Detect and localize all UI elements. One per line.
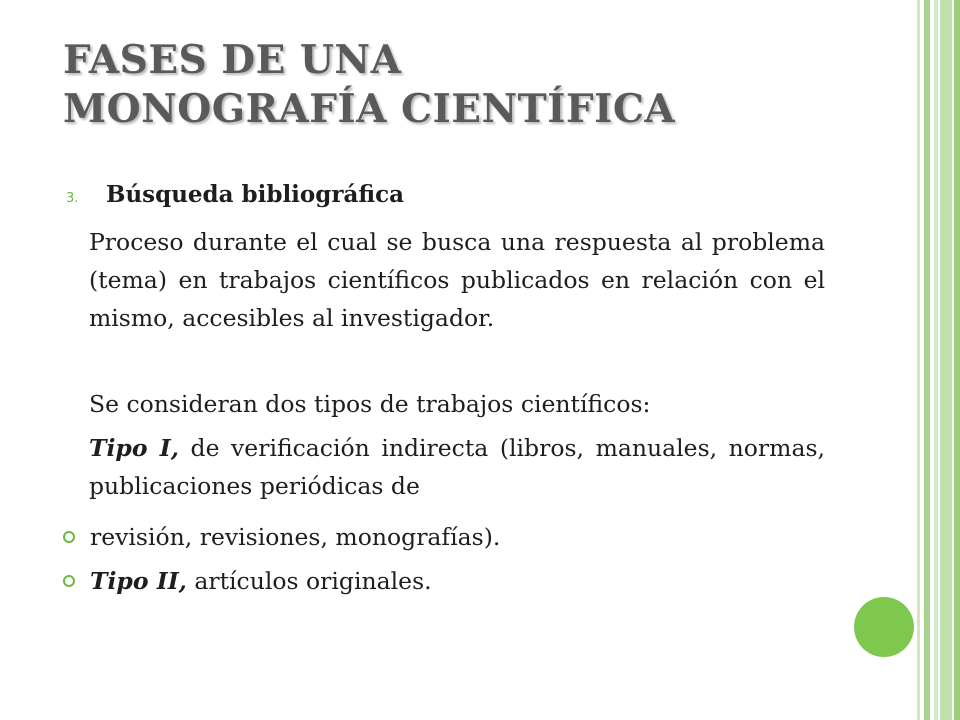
bullet-text: [90, 562, 432, 600]
decorative-stripe: [940, 0, 952, 720]
title-line-1: FASES DE UNA: [63, 37, 402, 83]
bullet-item: [62, 562, 842, 600]
bullet-text: revisión, revisiones, monografías).: [90, 523, 501, 551]
title-line-2: MONOGRAFÍA CIENTÍFICA: [63, 86, 676, 132]
paragraph-types-intro: Se consideran dos tipos de trabajos científicos:: [89, 390, 651, 418]
paragraph-type-1: [89, 429, 825, 505]
paragraph-definition: Proceso durante el cual se busca una respuesta al problema (tema) en trabajos científicos publicados en relación con el mismo, accesibles al investigador.: [89, 228, 825, 332]
type-2-label: Tipo II,: [90, 567, 187, 595]
decorative-stripe: [924, 0, 930, 720]
slide-title: [63, 36, 863, 134]
decorative-stripe: [954, 0, 960, 720]
section-number: 3.: [66, 191, 79, 206]
decorative-stripe: [917, 0, 920, 720]
section-heading: [66, 181, 826, 208]
type-2-text: artículos originales.: [186, 567, 432, 595]
decorative-stripe: [934, 0, 938, 720]
bullet-circle-icon: [63, 575, 75, 587]
bullet-item: [62, 518, 842, 556]
decorative-circle: [854, 597, 914, 657]
section-heading-text: Búsqueda bibliográfica: [106, 181, 404, 208]
type-1-label: Tipo I,: [89, 434, 179, 462]
bullet-circle-icon: [63, 531, 75, 543]
type-1-text: de verificación indirecta (libros, manuales, normas, publicaciones periódicas de: [89, 434, 825, 500]
